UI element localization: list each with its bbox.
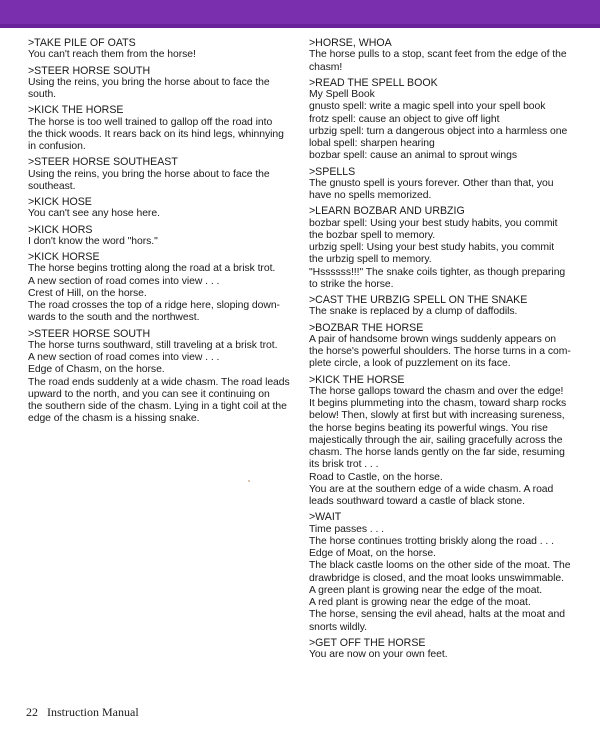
manual-title: Instruction Manual: [47, 705, 139, 719]
response-line: A pair of handsome brown wings suddenly appears on: [309, 333, 557, 345]
response-line: urbzig spell: turn a dangerous object into a harmless one: [309, 125, 568, 137]
response-line: in confusion.: [28, 141, 86, 152]
response-line: have no spells memorized.: [309, 190, 432, 201]
transcript-entry: [309, 77, 584, 163]
response-line: You are at the southern edge of a wide chasm. A road: [309, 483, 554, 495]
transcript-entry: [309, 294, 584, 319]
response-line: bozbar spell: Using your best study habits, you commit: [309, 217, 558, 229]
right-column: [309, 37, 584, 664]
response-line: It begins plummeting into the chasm, toward sharp rocks: [309, 398, 567, 409]
command-line: >CAST THE URBZIG SPELL ON THE SNAKE: [309, 294, 528, 306]
command-line: >STEER HORSE SOUTH: [28, 64, 151, 77]
response-line: The horse gallops toward the chasm and over the edge!: [309, 385, 564, 397]
response-line: A green plant is growing near the edge of the moat.: [309, 584, 543, 596]
response-line: south.: [28, 89, 57, 100]
response-line: bozbar spell: cause an animal to sprout wings: [309, 150, 517, 162]
command-line: >KICK HOSE: [28, 196, 92, 208]
command-line: >TAKE PILE OF OATS: [28, 37, 136, 49]
command-line: >KICK HORS: [28, 223, 93, 236]
response-line: upward to the north, and you can see it continuing on: [28, 388, 270, 400]
command-line: >LEARN BOZBAR AND URBZIG: [309, 205, 465, 218]
response-line: gnusto spell: write a magic spell into your spell book: [309, 101, 546, 113]
response-line: wards to the south and the northwest.: [28, 312, 200, 324]
transcript-entry: [28, 65, 300, 102]
response-line: leads southward toward a castle of black stone.: [309, 496, 525, 507]
transcript-entry: [28, 196, 300, 221]
response-line: The horse begins trotting along the road at a brisk trot.: [28, 263, 276, 275]
response-line: The road crosses the top of a ridge here, sloping down-: [28, 300, 280, 311]
transcript-entry: [309, 205, 584, 291]
response-line: below! Then, slowly at first but with increasing sureness,: [309, 410, 565, 422]
transcript-entry: [309, 637, 584, 662]
transcript-entry: [309, 166, 584, 203]
response-line: the southern side of the chasm. Lying in a tight coil at the: [28, 401, 287, 412]
header-band-edge: [0, 24, 600, 28]
transcript-entry: [309, 37, 584, 74]
transcript-entry: [309, 374, 584, 509]
response-line: My Spell Book: [309, 89, 375, 100]
response-line: Edge of Moat, on the horse.: [309, 548, 436, 559]
transcript-entry: [309, 511, 584, 634]
response-line: Time passes . . .: [309, 523, 384, 535]
purple-header-band: [0, 0, 600, 28]
response-line: plete circle, a look of puzzlement on its face.: [309, 358, 511, 370]
command-line: >KICK HORSE: [28, 251, 100, 263]
response-line: I don't know the word "hors.": [28, 235, 158, 247]
transcript-entry: [28, 251, 300, 325]
response-line: "Hssssss!!!" The snake coils tighter, as though preparing: [309, 266, 566, 278]
response-line: A red plant is growing near the edge of the moat.: [309, 597, 531, 608]
response-line: edge of the chasm is a hissing snake.: [28, 413, 200, 425]
command-line: >GET OFF THE HORSE: [309, 636, 426, 649]
command-line: >KICK THE HORSE: [28, 104, 124, 117]
response-line: You are now on your own feet.: [309, 649, 448, 660]
left-column: [28, 37, 300, 429]
response-line: drawbridge is closed, and the moat looks unswimmable.: [309, 572, 564, 584]
response-line: A new section of road comes into view . . .: [28, 275, 220, 287]
response-line: The horse, sensing the evil ahead, halts at the moat and: [309, 609, 565, 621]
response-line: Edge of Chasm, on the horse.: [28, 364, 165, 376]
transcript-entry: [28, 104, 300, 153]
command-line: >KICK THE HORSE: [309, 373, 405, 386]
transcript-entry: [28, 37, 300, 62]
response-line: majestically through the air, sailing gracefully across the: [309, 434, 563, 446]
response-line: Using the reins, you bring the horse about to face the: [28, 76, 270, 88]
response-line: The gnusto spell is yours forever. Other than that, you: [309, 177, 554, 189]
command-line: >HORSE, WHOA: [309, 37, 392, 49]
response-line: the urbzig spell to memory.: [309, 254, 432, 266]
command-line: >STEER HORSE SOUTHEAST: [28, 156, 178, 169]
response-line: The horse turns southward, still traveling at a brisk trot.: [28, 339, 278, 351]
response-line: urbzig spell: Using your best study habits, you commit: [309, 242, 555, 253]
page-footer: [26, 705, 139, 720]
response-line: The horse continues trotting briskly along the road . . .: [309, 535, 554, 547]
command-line: >READ THE SPELL BOOK: [309, 76, 438, 89]
response-line: The black castle looms on the other side of the moat. The: [309, 560, 571, 572]
command-line: >BOZBAR THE HORSE: [309, 321, 424, 334]
response-line: You can't see any hose here.: [28, 208, 160, 220]
response-line: lobal spell: sharpen hearing: [309, 138, 435, 149]
command-line: >WAIT: [309, 511, 342, 524]
response-line: You can't reach them from the horse!: [28, 49, 196, 61]
response-line: to strike the horse.: [309, 278, 394, 290]
response-line: A new section of road comes into view . . .: [28, 352, 220, 363]
page-number: 22: [26, 705, 38, 719]
response-line: the bozbar spell to memory.: [309, 229, 436, 241]
response-line: the horse's powerful shoulders. The horse turns in a com-: [309, 346, 571, 357]
response-line: the thick woods. It rears back on its hind legs, whinnying: [28, 128, 284, 140]
response-line: frotz spell: cause an object to give off light: [309, 113, 500, 125]
transcript-entry: [309, 322, 584, 371]
response-line: Crest of Hill, on the horse.: [28, 287, 147, 299]
transcript-entry: [28, 224, 300, 249]
response-line: the horse begins beating its powerful wings. You rise: [309, 422, 548, 434]
response-line: The road ends suddenly at a wide chasm. The road leads: [28, 376, 290, 388]
response-line: snorts wildly.: [309, 621, 368, 633]
response-line: its brisk trot . . .: [309, 459, 379, 471]
response-line: The horse pulls to a stop, scant feet from the edge of the: [309, 49, 567, 61]
response-line: chasm. The horse lands gently on the far side, resuming: [309, 447, 565, 458]
paper-speck: [248, 480, 250, 482]
command-line: >STEER HORSE SOUTH: [28, 327, 151, 340]
command-line: >SPELLS: [309, 165, 356, 178]
transcript-entry: [28, 328, 300, 426]
response-line: southeast.: [28, 180, 76, 192]
transcript-entry: [28, 156, 300, 193]
response-line: The snake is replaced by a clump of daffodils.: [309, 306, 518, 318]
response-line: The horse is too well trained to gallop off the road into: [28, 116, 273, 128]
response-line: Using the reins, you bring the horse about to face the: [28, 168, 270, 180]
response-line: chasm!: [309, 61, 343, 73]
response-line: Road to Castle, on the horse.: [309, 471, 443, 483]
